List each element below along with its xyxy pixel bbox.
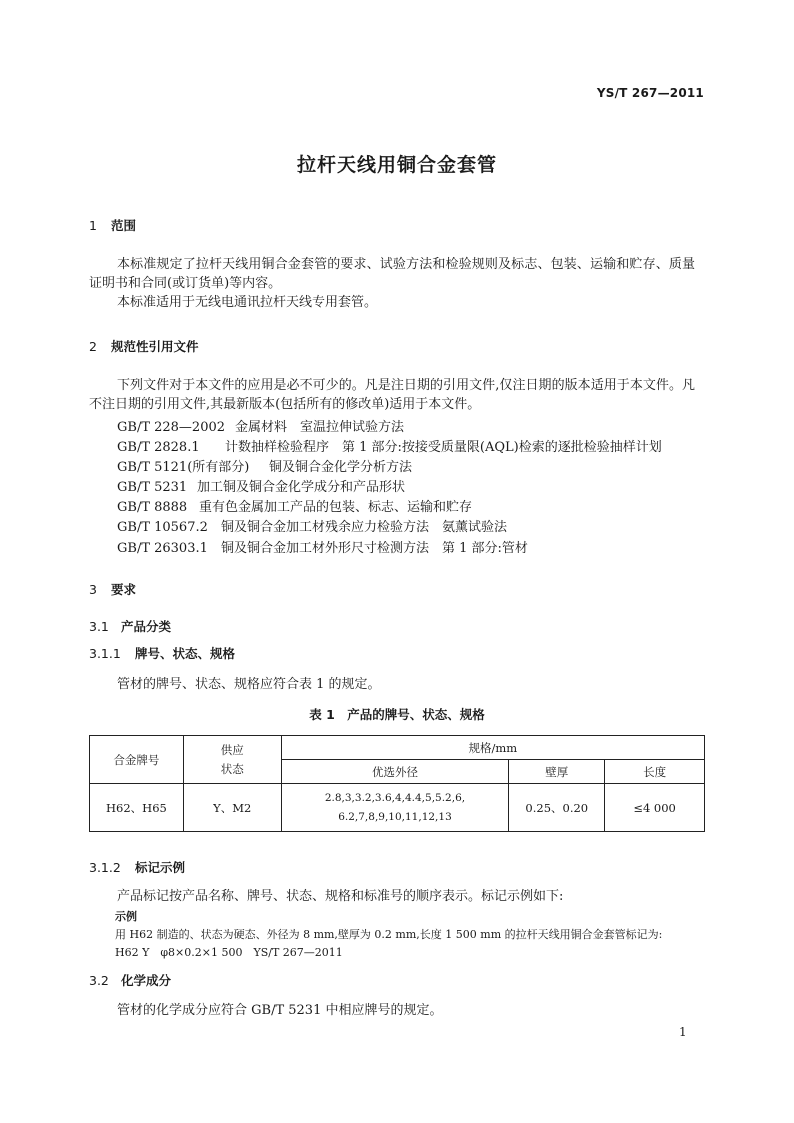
marking-description: 产品标记按产品名称、牌号、状态、规格和标准号的顺序表示。标记示例如下:: [117, 889, 564, 904]
section-number: 3.1: [89, 619, 109, 634]
reference-code: GB/T 2828.1: [117, 440, 200, 455]
header-outer-diameter: 优选外径: [281, 760, 509, 784]
section-title: 化学成分: [121, 973, 172, 988]
section-1-heading: [89, 216, 136, 234]
cell-alloy: H62、H65: [90, 784, 184, 832]
reference-code: GB/T 10567.2: [117, 520, 208, 535]
header-supply-line-2: 状态: [220, 761, 244, 776]
cell-wall: 0.25、0.20: [509, 784, 605, 832]
section-title: 产品分类: [121, 619, 172, 634]
section-3-1-1-heading: [89, 644, 235, 662]
section-number: 1: [89, 218, 97, 233]
section-number: 3: [89, 582, 97, 597]
section-3-heading: [89, 580, 136, 598]
section-title: 要求: [111, 582, 137, 597]
reference-item: [117, 456, 412, 475]
reference-title: 铜及铜合金化学分析方法: [269, 460, 413, 475]
header-spec: 规格/mm: [281, 736, 704, 760]
reference-item: [117, 476, 405, 495]
example-text: 用 H62 制造的、状态为硬态、外径为 8 mm,壁厚为 0.2 mm,长度 1 500 mm 的拉杆天线用铜合金套管标记为:: [115, 928, 663, 941]
reference-code: GB/T 5231: [117, 480, 188, 495]
table-reference-text: 管材的牌号、状态、规格应符合表 1 的规定。: [117, 677, 381, 692]
cell-outer-diameter: [281, 784, 509, 832]
reference-title: 金属材料 室温拉伸试验方法: [235, 420, 405, 435]
reference-title: 重有色金属加工产品的包装、标志、运输和贮存: [199, 500, 473, 515]
reference-item: [117, 436, 662, 455]
od-line-2: 6.2,7,8,9,10,11,12,13: [338, 810, 452, 823]
header-alloy: 合金牌号: [90, 736, 184, 784]
scope-paragraph-2: 本标准适用于无线电通讯拉杆天线专用套管。: [117, 295, 378, 310]
section-number: 3.1.2: [89, 860, 121, 875]
reference-code: GB/T 8888: [117, 500, 188, 515]
references-intro: 下列文件对于本文件的应用是必不可少的。凡是注日期的引用文件,仅注日期的版本适用于本文件。凡不注日期的引用文件,其最新版本(包括所有的修改单)适用于本文件。: [89, 378, 695, 412]
chemical-composition-text: 管材的化学成分应符合 GB/T 5231 中相应牌号的规定。: [117, 1003, 443, 1018]
section-number: 3.1.1: [89, 646, 121, 661]
header-supply-state: [183, 736, 281, 784]
cell-supply: Y、M2: [183, 784, 281, 832]
section-3-1-heading: [89, 617, 171, 635]
reference-title: 铜及铜合金加工材残余应力检验方法 氨薰试验法: [221, 520, 508, 535]
section-number: 2: [89, 339, 97, 354]
section-3-1-2-heading: [89, 858, 185, 876]
reference-item: [117, 516, 507, 535]
reference-item: [117, 537, 528, 556]
section-3-2-heading: [89, 971, 171, 989]
reference-code: GB/T 228—2002: [117, 420, 226, 435]
section-number: 3.2: [89, 973, 109, 988]
section-title: 标记示例: [135, 860, 186, 875]
section-title: 牌号、状态、规格: [135, 646, 236, 661]
table-1: [89, 735, 705, 832]
standard-code: YS/T 267—2011: [596, 86, 704, 100]
reference-title: 铜及铜合金加工材外形尺寸检测方法 第 1 部分:管材: [221, 541, 528, 556]
header-length: 长度: [605, 760, 705, 784]
header-supply-line-1: 供应: [220, 742, 244, 757]
document-title: 拉杆天线用铜合金套管: [296, 154, 497, 176]
section-title: 规范性引用文件: [111, 339, 199, 354]
reference-code: GB/T 26303.1: [117, 541, 208, 556]
reference-code: GB/T 5121(所有部分): [117, 460, 250, 475]
example-label: 示例: [115, 910, 137, 923]
section-title: 范围: [111, 218, 137, 233]
page-number: 1: [679, 1025, 687, 1039]
reference-item: [117, 496, 472, 515]
cell-length: ≤4 000: [605, 784, 705, 832]
table-1-caption: 表 1 产品的牌号、状态、规格: [309, 707, 485, 722]
reference-title: 加工铜及铜合金化学成分和产品形状: [197, 480, 406, 495]
example-mark: H62 Y φ8×0.2×1 500 YS/T 267—2011: [115, 946, 343, 959]
reference-title: 计数抽样检验程序 第 1 部分:按接受质量限(AQL)检索的逐批检验抽样计划: [225, 440, 662, 455]
reference-item: [117, 416, 404, 435]
table-row: [90, 784, 705, 832]
section-2-heading: [89, 337, 199, 355]
header-wall-thickness: 壁厚: [509, 760, 605, 784]
od-line-1: 2.8,3,3.2,3.6,4,4.4,5,5.2,6,: [324, 791, 466, 804]
scope-paragraph-1: 本标准规定了拉杆天线用铜合金套管的要求、试验方法和检验规则及标志、包装、运输和贮存、质量证明书和合同(或订货单)等内容。: [89, 257, 695, 291]
